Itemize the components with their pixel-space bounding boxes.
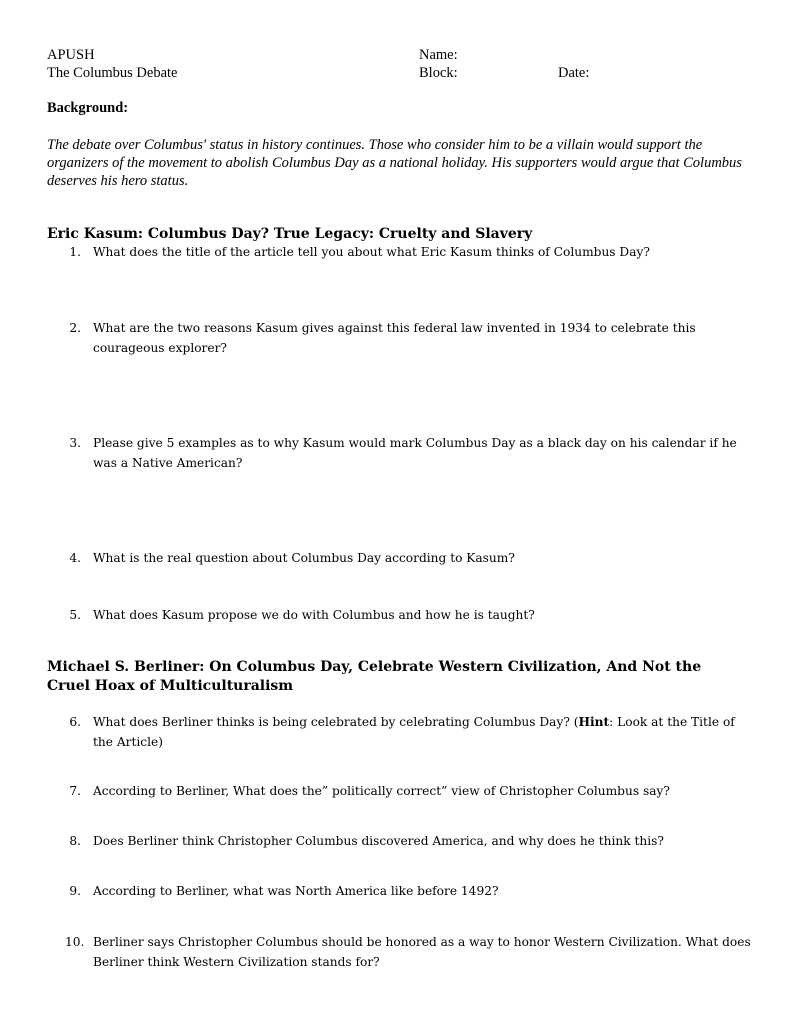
- course-label: APUSH: [47, 47, 95, 63]
- question-6: [65, 712, 755, 752]
- question-number: 1.: [69, 245, 81, 259]
- background-heading: Background:: [47, 100, 129, 116]
- hint-label: Hint: [578, 715, 610, 729]
- background-text: The debate over Columbus' status in history continues. Those who consider him to be a villain would support the organizers of the movement to abolish Columbus Day as a national holiday. His supporters would argue that Columbus deserves his hero status.: [47, 137, 742, 189]
- question-text: According to Berliner, what was North America like before 1492?: [93, 884, 499, 898]
- question-4: [65, 548, 755, 568]
- question-text: Does Berliner think Christopher Columbus discovered America, and why does he think this?: [93, 834, 664, 848]
- question-text: Berliner says Christopher Columbus should be honored as a way to honor Western Civilization. What does Berliner think Western Civilization stands for?: [93, 935, 751, 969]
- question-9: [65, 881, 755, 901]
- block-label: Block:: [419, 65, 458, 81]
- section-title-berliner: Michael S. Berliner: On Columbus Day, Celebrate Western Civilization, And Not the Cruel Hoax of Multiculturalism: [47, 659, 702, 694]
- question-text: What does the title of the article tell you about what Eric Kasum thinks of Columbus Day?: [93, 245, 650, 259]
- question-number: 4.: [69, 551, 81, 565]
- question-number: 7.: [69, 784, 81, 798]
- question-text-part: : Look at the Title of the Article): [93, 715, 735, 749]
- worksheet-title: The Columbus Debate: [47, 65, 178, 81]
- question-2: [65, 318, 755, 358]
- question-number: 6.: [69, 715, 81, 729]
- question-text: [93, 712, 755, 752]
- question-number: 3.: [69, 436, 81, 450]
- question-text: Please give 5 examples as to why Kasum would mark Columbus Day as a black day on his calendar if he was a Native American?: [93, 436, 737, 470]
- section-title-kasum: Eric Kasum: Columbus Day? True Legacy: Cruelty and Slavery: [47, 226, 533, 242]
- question-1: [65, 242, 755, 262]
- question-10: [65, 932, 755, 972]
- date-label: Date:: [558, 65, 590, 81]
- question-text: What are the two reasons Kasum gives against this federal law invented in 1934 to celebrate this courageous explorer?: [93, 321, 696, 355]
- question-text: What is the real question about Columbus Day according to Kasum?: [93, 551, 515, 565]
- question-text-part: What does Berliner thinks is being celebrated by celebrating Columbus Day? (: [93, 715, 579, 729]
- question-number: 8.: [69, 834, 81, 848]
- question-3: [65, 433, 755, 473]
- question-number: 5.: [69, 608, 81, 622]
- question-number: 9.: [69, 884, 81, 898]
- question-8: [65, 831, 755, 851]
- question-number: 2.: [69, 321, 81, 335]
- question-number: 10.: [65, 935, 85, 949]
- question-text: What does Kasum propose we do with Columbus and how he is taught?: [93, 608, 535, 622]
- question-5: [65, 605, 755, 625]
- question-7: [65, 781, 755, 801]
- question-text: According to Berliner, What does the” politically correct” view of Christopher Columbus say?: [93, 784, 670, 798]
- name-label: Name:: [419, 47, 458, 63]
